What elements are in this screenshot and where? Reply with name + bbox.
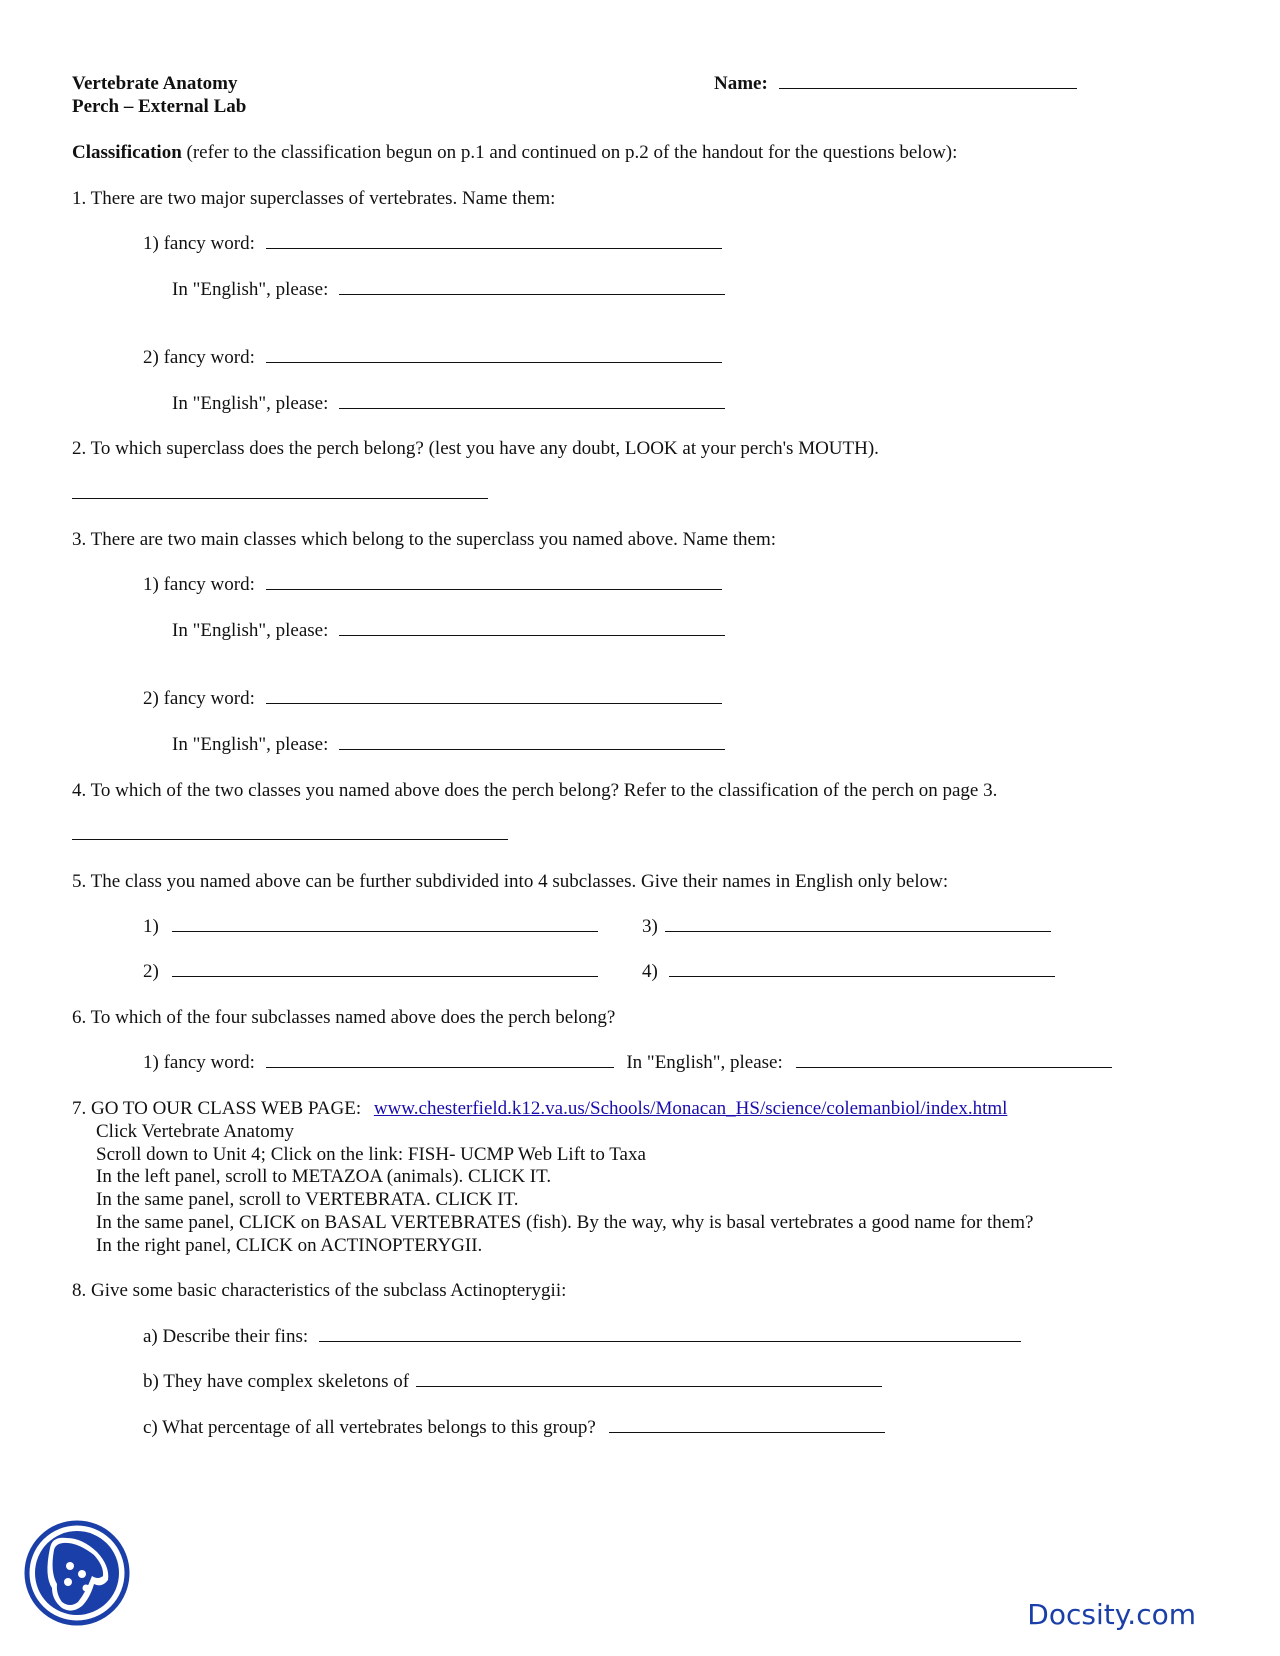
name-field xyxy=(714,72,1077,96)
class-web-page-link[interactable]: www.chesterfield.k12.va.us/Schools/Monacan_HS/science/colemanbiol/index.html xyxy=(373,1098,1008,1119)
q1-item1-fancy-label: 1) fancy word: xyxy=(143,233,255,254)
q1-item2-english-label: In "English", please: xyxy=(172,393,329,414)
q8-b xyxy=(143,1370,882,1394)
docsity-watermark: Docsity.com xyxy=(1027,1598,1196,1631)
q8-a xyxy=(143,1325,1021,1349)
q7-step: In the same panel, scroll to VERTEBRATA. CLICK IT. xyxy=(96,1189,519,1210)
name-label: Name: xyxy=(714,73,768,94)
q7-step: In the left panel, scroll to METAZOA (animals). CLICK IT. xyxy=(96,1166,552,1187)
q3-item2-english-blank xyxy=(339,733,725,750)
q7-step: In the same panel, CLICK on BASAL VERTEBRATES (fish). By the way, why is basal vertebrates a good name for them? xyxy=(96,1212,1034,1233)
q5-subclass-2-blank xyxy=(172,960,598,977)
question-2: 2. To which superclass does the perch belong? (lest you have any doubt, LOOK at your perch's MOUTH). xyxy=(72,438,879,459)
q1-item2-english xyxy=(172,392,725,416)
q3-item2-fancy-blank xyxy=(266,687,722,704)
q8-a-label: a) Describe their fins: xyxy=(143,1326,309,1347)
q1-item1-fancy xyxy=(143,232,722,256)
q5-subclass-2 xyxy=(143,960,598,984)
q4-answer xyxy=(72,823,508,847)
course-title: Vertebrate Anatomy xyxy=(72,73,238,94)
question-6: 6. To which of the four subclasses named above does the perch belong? xyxy=(72,1007,616,1028)
q5-subclass-4-blank xyxy=(669,960,1055,977)
question-8: 8. Give some basic characteristics of the subclass Actinopterygii: xyxy=(72,1280,567,1301)
question-4: 4. To which of the two classes you named above does the perch belong? Refer to the classification of the perch on page 3. xyxy=(72,780,998,801)
q1-item2-english-blank xyxy=(339,392,725,409)
classification-intro xyxy=(72,141,957,165)
q1-item2-fancy-label: 2) fancy word: xyxy=(143,347,255,368)
q7-step: Scroll down to Unit 4; Click on the link: FISH- UCMP Web Lift to Taxa xyxy=(96,1144,646,1165)
q5-subclass-1-label: 1) xyxy=(143,916,159,937)
q3-item1-english-label: In "English", please: xyxy=(172,620,329,641)
q5-subclass-4 xyxy=(642,960,1055,984)
q3-item1-english-blank xyxy=(339,619,725,636)
q5-subclass-3-label: 3) xyxy=(642,916,658,937)
q5-subclass-1-blank xyxy=(172,915,598,932)
q8-b-label: b) They have complex skeletons of xyxy=(143,1371,410,1392)
question-7 xyxy=(72,1097,1007,1121)
q3-item1-fancy-label: 1) fancy word: xyxy=(143,574,255,595)
q6-english-blank xyxy=(796,1051,1112,1068)
q7-lead: 7. GO TO OUR CLASS WEB PAGE: xyxy=(72,1098,362,1119)
q8-c xyxy=(143,1416,885,1440)
q8-a-blank xyxy=(319,1325,1021,1342)
q6-fancy-label: 1) fancy word: xyxy=(143,1052,255,1073)
q7-step: In the right panel, CLICK on ACTINOPTERYGII. xyxy=(96,1235,483,1256)
q3-item2-fancy-label: 2) fancy word: xyxy=(143,688,255,709)
q1-item1-english xyxy=(172,278,725,302)
classification-heading: Classification xyxy=(72,142,182,163)
question-5: 5. The class you named above can be further subdivided into 4 subclasses. Give their names in English only below: xyxy=(72,871,949,892)
q5-subclass-3 xyxy=(642,915,1051,939)
q5-subclass-1 xyxy=(143,915,598,939)
q7-step: Click Vertebrate Anatomy xyxy=(96,1121,295,1142)
classification-note: (refer to the classification begun on p.1 and continued on p.2 of the handout for the questions below): xyxy=(186,142,958,163)
q3-item2-english-label: In "English", please: xyxy=(172,734,329,755)
q1-item1-fancy-blank xyxy=(266,232,722,249)
q8-c-blank xyxy=(609,1416,885,1433)
q6-fancy-blank xyxy=(266,1051,614,1068)
q1-item2-fancy-blank xyxy=(266,346,722,363)
q5-subclass-4-label: 4) xyxy=(642,961,658,982)
q2-answer xyxy=(72,482,488,506)
q1-item2-fancy xyxy=(143,346,722,370)
q5-subclass-2-label: 2) xyxy=(143,961,159,982)
q2-answer-blank xyxy=(72,482,488,499)
lab-title: Perch – External Lab xyxy=(72,96,247,117)
docsity-logo-icon xyxy=(22,1518,132,1628)
name-blank xyxy=(779,72,1077,89)
q3-item2-fancy xyxy=(143,687,722,711)
q3-item1-english xyxy=(172,619,725,643)
question-3: 3. There are two main classes which belong to the superclass you named above. Name them: xyxy=(72,529,777,550)
q8-c-label: c) What percentage of all vertebrates belongs to this group? xyxy=(143,1417,596,1438)
q4-answer-blank xyxy=(72,823,508,840)
q1-item1-english-label: In "English", please: xyxy=(172,279,329,300)
q5-subclass-3-blank xyxy=(665,915,1051,932)
q6-english-label: In "English", please: xyxy=(626,1052,783,1073)
q3-item1-fancy-blank xyxy=(266,573,722,590)
q3-item2-english xyxy=(172,733,725,757)
q3-item1-fancy xyxy=(143,573,722,597)
q8-b-blank xyxy=(416,1370,882,1387)
q6-answer-row xyxy=(143,1051,1112,1075)
question-1: 1. There are two major superclasses of vertebrates. Name them: xyxy=(72,188,556,209)
q1-item1-english-blank xyxy=(339,278,725,295)
